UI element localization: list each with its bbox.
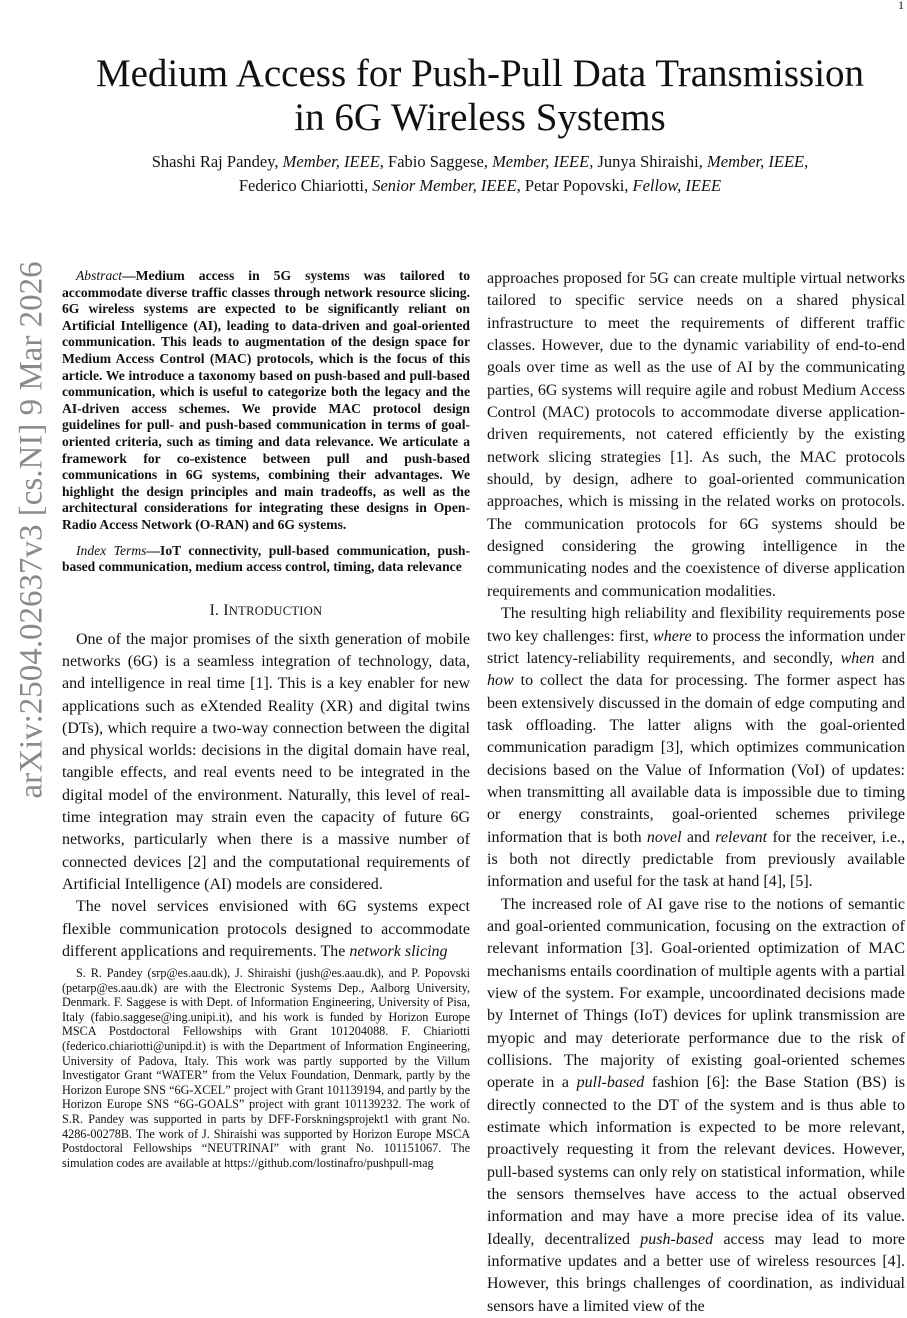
italic-text: Senior Member, IEEE xyxy=(372,176,517,195)
title-line: in 6G Wireless Systems xyxy=(294,96,666,139)
paragraph xyxy=(62,629,470,897)
italic-text: network slicing xyxy=(349,942,448,960)
italic-text: Member, IEEE, xyxy=(282,152,384,171)
section-title-rest: NTRODUCTION xyxy=(228,603,323,618)
text-run: , Petar Popovski, xyxy=(516,176,633,195)
paragraph xyxy=(62,896,470,963)
italic-text: Member, IEEE, xyxy=(707,152,809,171)
text-run: The resulting high reliability and flexibility requirements pose two key challenges: first, xyxy=(487,605,905,645)
index-terms xyxy=(62,543,470,576)
page-number: 1 xyxy=(898,0,904,12)
title-line: Medium Access for Push-Pull Data Transmission xyxy=(95,52,865,95)
section-number: I. xyxy=(209,601,224,619)
text-run: for the receiver, i.e., is both not directly predictable from previously available information and useful for the task at hand [4], [5]. xyxy=(487,828,905,891)
paragraph xyxy=(487,603,905,893)
text-run: fashion [6]: the Base Station (BS) is directly connected to the DT of the system and is thus able to estimate which information is expected to be more relevant, proactively requesting it from the relevant devices. However, pull-based systems can only rely on statistical information, while the sensors themselves have access to the actual observed information and may have a more precise idea of its value. Ideally, decentralized xyxy=(487,1074,906,1248)
section-initial: I xyxy=(223,601,229,619)
text-run: Fabio Saggese, xyxy=(383,152,493,171)
text-run: and xyxy=(681,828,716,846)
text-run: —IoT connectivity, pull-based communication, push-based communication, medium access control, timing, data relevance xyxy=(62,542,470,575)
italic-text: push-based xyxy=(640,1230,714,1248)
abstract xyxy=(62,268,470,534)
italic-text: Abstract xyxy=(76,268,123,283)
text-run: Shashi Raj Pandey, xyxy=(151,152,283,171)
italic-text: Member, IEEE, xyxy=(492,152,594,171)
text-run: One of the major promises of the sixth generation of mobile networks (6G) is a seamless integration of technology, data, and intelligence in real time [1]. This is a key enabler for new applications such as eXtended Reality (XR) and digital twins (DTs), which require a two-way connection between the digital and physical worlds: decisions in the digital domain have real, tangible effects, and real events need to be integrated in the digital model of the environment. Naturally, this level of real-time integration may strain even the capacity of future 6G networks, particularly when there is a massive number of connected devices [2] and the computational requirements of Artificial Intelligence (AI) models are considered. xyxy=(62,630,470,893)
author-line xyxy=(40,174,907,198)
author-list xyxy=(40,150,907,198)
italic-text: Index Terms xyxy=(76,542,147,558)
paragraph xyxy=(487,894,905,1318)
author-line xyxy=(40,150,907,174)
text-run: The increased role of AI gave rise to the notions of semantic and goal-oriented communication, focusing on the extraction of relevant information [3]. Goal-oriented optimization of MAC mechanisms entails coordination of multiple agents with a partial view of the system. For example, uncoordinated decisions made by Internet of Things (IoT) devices for uplink transmission are myopic and may deteriorate performance due to the risk of collisions. The majority of existing goal-oriented schemes operate in a xyxy=(487,895,905,1092)
text-run: to process the information under strict latency-reliability requirements, and secondly, xyxy=(487,627,906,667)
paragraph xyxy=(487,268,905,603)
italic-text: how xyxy=(487,672,514,690)
italic-text: pull-based xyxy=(576,1074,645,1092)
text-run: and xyxy=(874,649,905,667)
italic-text: relevant xyxy=(715,828,768,846)
arxiv-stamp: arXiv:2504.02637v3 [cs.NI] 9 Mar 2026 xyxy=(13,261,50,799)
text-run: Junya Shiraishi, xyxy=(593,152,707,171)
text-run: —Medium access in 5G systems was tailored to accommodate diverse traffic classes through network resource slicing. 6G wireless systems are expected to be significantly reliant on Artificial Intelligence (AI), leading to data-driven and goal-oriented communication. This leads to augmentation of the design space for Medium Access Control (MAC) protocols, which is the focus of this article. We introduce a taxonomy based on push-based and pull-based communication, which is useful to categorize both the legacy and the AI-driven access schemes. We provide MAC protocol design guidelines for pull- and push-based communication in terms of goal-oriented criteria, such as timing and data relevance. We articulate a framework for co-existence between pull and push-based communications in 6G systems, combining their advantages. We highlight the design principles and main tradeoffs, as well as the architectural considerations for integrating these designs in Open-Radio Access Network (O-RAN) and 6G systems. xyxy=(62,268,470,532)
italic-text: novel xyxy=(646,828,682,846)
text-run: approaches proposed for 5G can create multiple virtual networks tailored to specific service needs on a shared physical infrastructure to meet the requirements of different traffic classes. However, due to the dynamic variability of end-to-end goals over time as well as the use of AI by the communicating parties, 6G systems will require agile and robust Medium Access Control (MAC) protocols to accommodate diverse application-driven requirements, not catered efficiently by the existing network slicing strategies [1]. As such, the MAC protocols should, by design, adhere to goal-oriented communication approaches, which is missing in the related works on protocols. The communication protocols for 6G systems should be designed considering the growing intelligence in the communicating nodes and the coexistence of diverse application requirements and communication modalities. xyxy=(487,270,905,600)
paper-title xyxy=(40,52,907,140)
italic-text: where xyxy=(653,627,692,645)
right-column xyxy=(487,268,905,1318)
text-run: The novel services envisioned with 6G systems expect flexible communication protocols designed to accommodate different applications and requirements. The xyxy=(62,898,470,960)
italic-text: Fellow, IEEE xyxy=(632,176,722,195)
section-heading xyxy=(62,602,470,620)
italic-text: when xyxy=(840,649,875,667)
text-run: access may lead to more informative updates and a better use of wireless resources [4]. However, this brings challenges of coordination, as individual sensors have a limited view of the xyxy=(487,1230,905,1315)
left-column xyxy=(62,268,470,963)
text-run: to collect the data for processing. The former aspect has been extensively discussed in the domain of edge computing and task offloading. The latter aligns with the goal-oriented communication paradigm [3], which optimizes communication decisions based on the Value of Information (VoI) of updates: when transmitting all available data is impossible due to timing or energy constraints, goal-oriented schemes privilege information that is both xyxy=(487,672,905,846)
text-run: Federico Chiariotti, xyxy=(238,176,373,195)
footnote: S. R. Pandey (srp@es.aau.dk), J. Shiraishi (jush@es.aau.dk), and P. Popovski (petarp@es.aau.dk) are with the Electronic Systems Dep., Aalborg University, Denmark. F. Saggese is with Dept. of Information Engineering, University of Pisa, Italy (fabio.saggese@ing.unipi.it), and his work is funded by Horizon Europe MSCA Postdoctoral Fellowships with Grant 101204088. F. Chiariotti (federico.chiariotti@unipd.it) is with the Department of Information Engineering, University of Padova, Italy. This work was partly supported by the Villum Investigator Grant “WATER” from the Velux Foundation, Denmark, partly by the Horizon Europe SNS “6G-XCEL” project with Grant 101139194, and partly by the Horizon Europe SNS “6G-GOALS” project with grant 101139232. The work of S.R. Pandey was supported in parts by DFF-Forskningsprojekt1 with grant No. 4286-00278B. The work of J. Shiraishi was supported by Horizon Europe MSCA Postdoctoral Fellowships “NEUTRINAI” with grant No. 101151067. The simulation codes are available at https://github.com/lostinafro/pushpull-mag xyxy=(62,966,470,1170)
